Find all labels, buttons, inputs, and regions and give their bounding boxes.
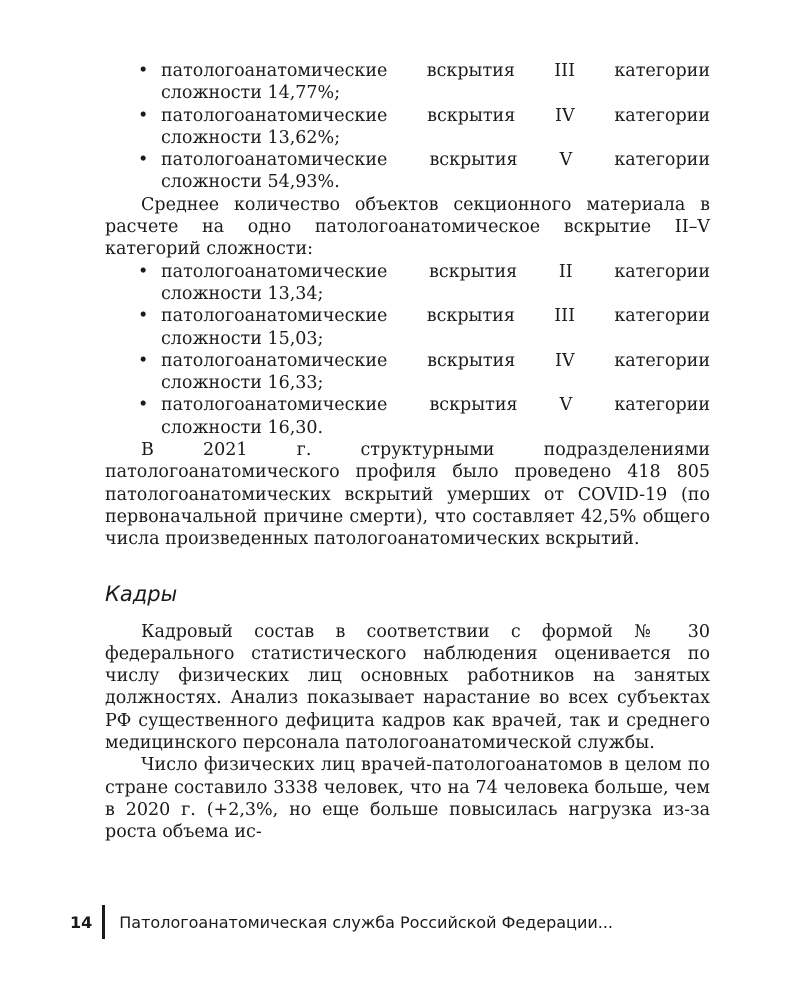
paragraph-2021: В 2021 г. структурными подразделениями патологоанатомического профиля было проведено 418 805 патологоанатомических вскрытий умерших от COVID-19 (по первоначальной причине смерти), что составляет 42,5% общего числа произведенных патологоанатомических вскрытий. xyxy=(105,440,710,550)
paragraph-staff: Кадровый состав в соответствии с формой № 30 федерального статистического наблюдения оценивается по числу физических лиц основных работников на занятых должностях. Анализ показывает нарастание во всех субъектах РФ существенного дефицита кадров как врачей, так и среднего медицинского персонала патологоанатомической службы. xyxy=(105,621,710,754)
page-number: 14 xyxy=(70,912,93,932)
list-item: • патологоанатомические вскрытия IV категории сложности 16,33; xyxy=(105,350,710,395)
list-item: • патологоанатомические вскрытия III категории сложности 14,77%; xyxy=(105,60,710,105)
section-heading: Кадры xyxy=(105,581,178,606)
bullet-list-categories xyxy=(105,60,710,194)
list-item: • патологоанатомические вскрытия II категории сложности 13,34; xyxy=(105,261,710,306)
footer-divider xyxy=(102,905,105,939)
list-item: • патологоанатомические вскрытия V категории сложности 54,93%. xyxy=(105,149,710,194)
running-title: Патологоанатомическая служба Российской Федерации... xyxy=(119,912,613,932)
list-item: • патологоанатомические вскрытия IV категории сложности 13,62%; xyxy=(105,105,710,150)
list-item: • патологоанатомические вскрытия V категории сложности 16,30. xyxy=(105,394,710,439)
page-body xyxy=(105,60,710,844)
paragraph-average: Среднее количество объектов секционного материала в расчете на одно патологоанатомическое вскрытие II–V категорий сложности: xyxy=(105,194,710,260)
paragraph-count: Число физических лиц врачей-патологоанатомов в целом по стране составило 3338 человек, что на 74 человека больше, чем в 2020 г. (+2,3%, но еще больше повысилась нагрузка из-за роста объема ис- xyxy=(105,755,710,843)
bullet-list-average xyxy=(105,261,710,439)
list-item: • патологоанатомические вскрытия III категории сложности 15,03; xyxy=(105,305,710,350)
page-footer xyxy=(70,905,613,939)
